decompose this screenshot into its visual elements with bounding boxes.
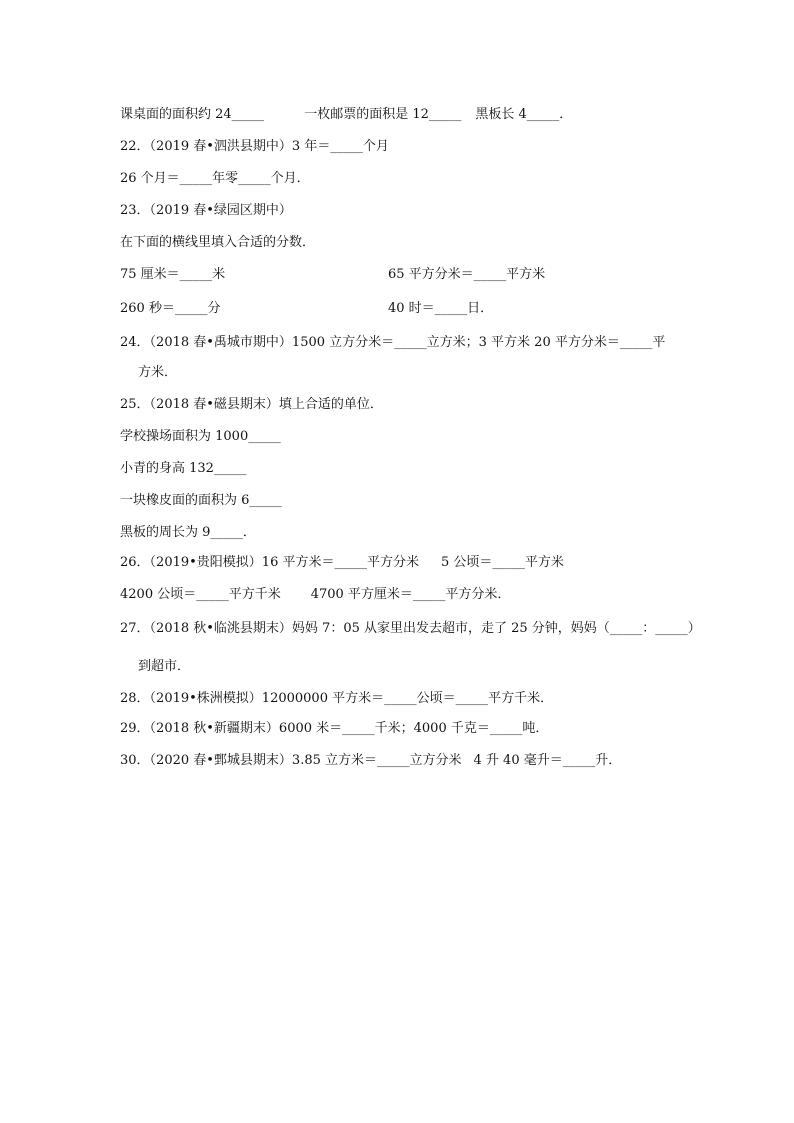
question-29-line: 29．（2018 秋•新疆期末）6000 米＝_____千米；4000 千克＝_____吨． — [120, 721, 549, 736]
question-24-cont: 方米． — [138, 365, 178, 380]
liter-conversion-blank: 4 升 40 毫升＝_____升． — [473, 753, 622, 768]
question-23-title: 23．（2019 春•绿园区期中） — [120, 203, 292, 218]
sq-dm-to-sq-m-blank: 65 平方分米＝_____平方米 — [388, 267, 546, 282]
desk-area-blank: 课桌面的面积约 24_____ — [120, 107, 265, 122]
question-27-title: 27．（2018 秋•临洮县期末）妈妈 7：05 从家里出发去超市，走了 25 分钟，妈妈（_____：_____） — [120, 621, 701, 636]
cubic-m-to-cubic-dm-blank: 30．（2020 春•鄄城县期末）3.85 立方米＝_____立方分米 — [120, 753, 462, 768]
question-30-line — [120, 752, 621, 770]
question-28-line: 28．（2019•株洲模拟）12000000 平方米＝_____公顷＝_____平方千米． — [120, 691, 554, 706]
sec-to-min-blank: 260 秒＝_____分 — [120, 301, 221, 316]
eraser-area-blank: 一块橡皮面的面积为 6_____ — [120, 493, 282, 508]
height-blank: 小青的身高 132_____ — [120, 461, 247, 476]
question-24-title: 24．（2018 春•禹城市期中）1500 立方分米＝_____立方米；3 平方米 20 平方分米＝_____平 — [120, 335, 666, 350]
question-23-row1 — [120, 266, 225, 284]
cm-to-m-blank: 75 厘米＝_____米 — [120, 267, 226, 282]
question-21-line — [120, 106, 572, 124]
question-23-instruction: 在下面的横线里填入合适的分数． — [120, 235, 316, 250]
sq-m-to-sq-dm-blank: 26．（2019•贵阳模拟）16 平方米＝_____平方分米 — [120, 555, 419, 570]
hour-to-day-blank: 40 时＝_____日． — [388, 301, 494, 316]
hectare-to-sq-km-blank: 4200 公顷＝_____平方千米 — [120, 587, 281, 602]
stamp-area-blank: 一枚邮票的面积是 12_____ — [304, 107, 462, 122]
question-26-row1 — [120, 554, 564, 572]
question-22-title: 22．（2019 春•泗洪县期中）3 年＝_____个月 — [120, 139, 389, 154]
question-27-cont: 到超市． — [138, 659, 191, 674]
hectare-to-sq-m-blank: 5 公顷＝_____平方米 — [440, 555, 564, 570]
playground-area-blank: 学校操场面积为 1000_____ — [120, 429, 281, 444]
question-23-row2 — [120, 300, 220, 318]
question-26-row2 — [120, 586, 510, 604]
question-25-title: 25．（2018 春•磁县期末）填上合适的单位． — [120, 397, 383, 412]
blackboard-perimeter-blank: 黑板的周长为 9_____． — [120, 525, 256, 540]
question-22-line2: 26 个月＝_____年零_____个月． — [120, 171, 310, 186]
sq-cm-to-sq-dm-blank: 4700 平方厘米＝_____平方分米． — [310, 587, 511, 602]
blackboard-length-blank: 黑板长 4_____． — [475, 107, 573, 122]
